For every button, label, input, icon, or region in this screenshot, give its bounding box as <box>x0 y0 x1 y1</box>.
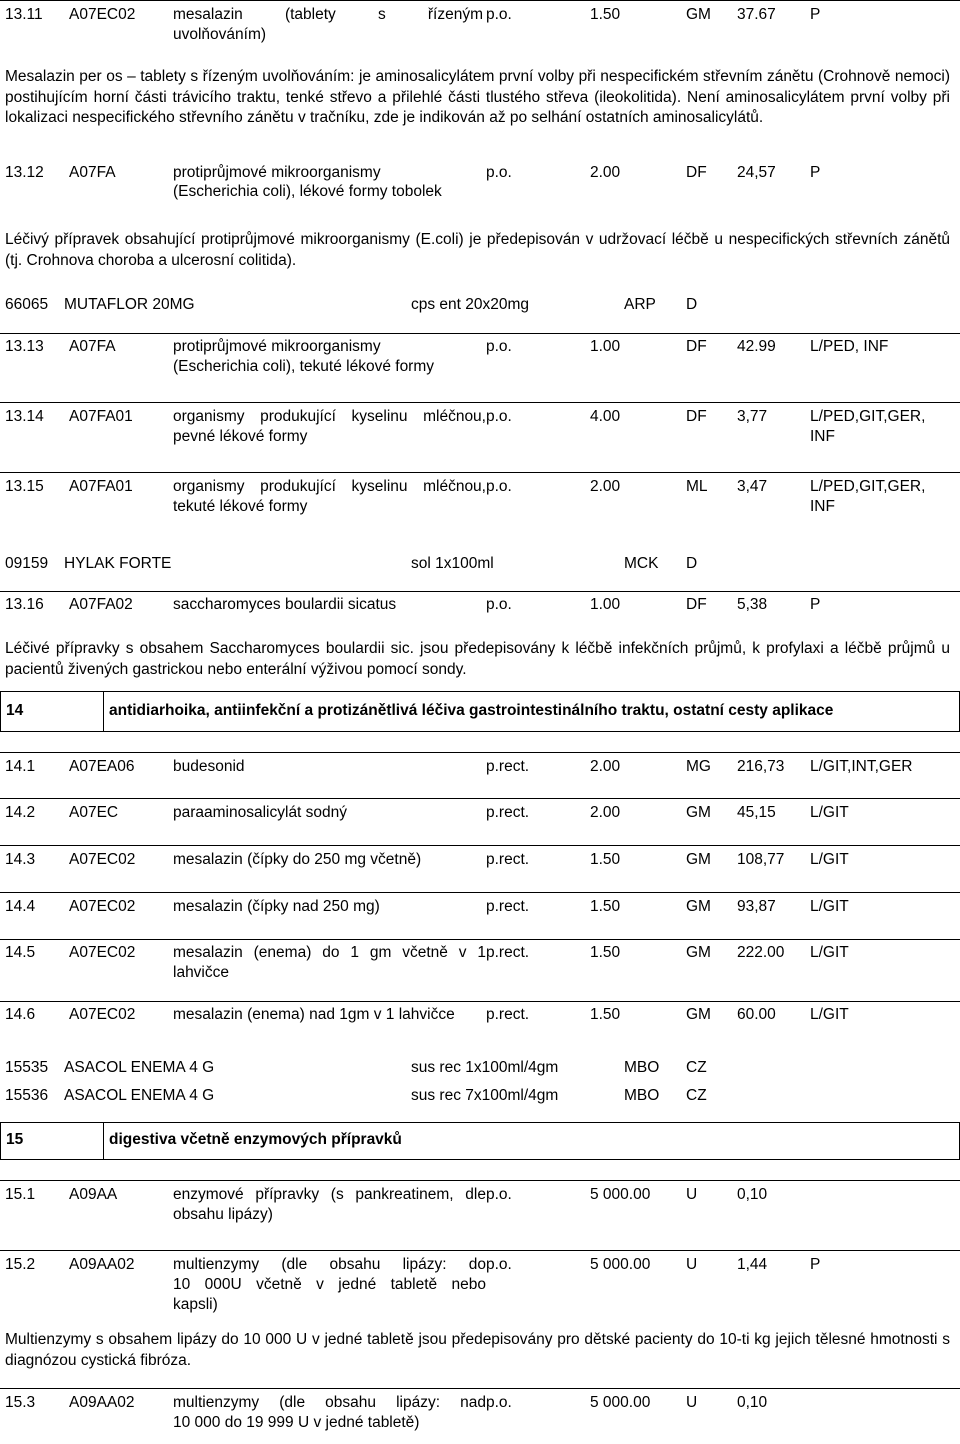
row-note: L/PED, INF <box>810 338 889 355</box>
row-dose: 1.50 <box>590 851 621 868</box>
product-holder: MBO <box>624 1087 660 1104</box>
row-route: p.rect. <box>486 758 530 775</box>
row-route: p.o. <box>486 1186 512 1203</box>
row-route: p.o. <box>486 164 512 181</box>
row-price: 42.99 <box>737 338 776 355</box>
row-note: L/GIT <box>810 898 849 915</box>
row-unit: GM <box>686 6 711 23</box>
row-note: L/GIT <box>810 1006 849 1023</box>
row-code: 13.11 <box>5 6 43 23</box>
row-unit: GM <box>686 1006 711 1023</box>
product-country: D <box>686 555 698 572</box>
row-name-line2: (Escherichia coli), lékové formy tobolek <box>173 183 442 200</box>
row-name-line1: organismy produkující kyselinu mléčnou, <box>173 478 486 495</box>
product-pack: sus rec 7x100ml/4gm <box>411 1087 559 1104</box>
row-route: p.rect. <box>486 944 530 961</box>
row-price: 5,38 <box>737 596 768 613</box>
product-holder: MCK <box>624 555 659 572</box>
row-name-line3: kapsli) <box>173 1296 218 1313</box>
row-name-line2: 10 000 do 19 999 U v jedné tabletě) <box>173 1414 420 1431</box>
row-unit: GM <box>686 804 711 821</box>
ecoli-note: Léčivý přípravek obsahující protiprůjmové mikroorganismy (E.coli) je předepisován v udržovací léčbě u nespecifických střevních zánětů (tj. Crohnova choroba a ulcerosní colitida). <box>5 231 950 269</box>
row-route: p.o. <box>486 596 512 613</box>
product-holder: ARP <box>624 296 656 313</box>
row-note-line1: L/PED,GIT,GER, <box>810 408 926 425</box>
row-route: p.o. <box>486 6 512 23</box>
row-code: 14.5 <box>5 944 36 961</box>
row-unit: GM <box>686 944 711 961</box>
row-atc: A07FA01 <box>69 408 133 425</box>
row-price: 45,15 <box>737 804 776 821</box>
row-unit: DF <box>686 338 707 355</box>
section-number: 14 <box>6 702 24 719</box>
product-pack: sus rec 1x100ml/4gm <box>411 1059 559 1076</box>
row-unit: U <box>686 1394 698 1411</box>
row-code: 14.3 <box>5 851 36 868</box>
product-pack: cps ent 20x20mg <box>411 296 530 313</box>
row-name-line2: tekuté lékové formy <box>173 498 308 515</box>
row-unit: GM <box>686 898 711 915</box>
product-country: D <box>686 296 698 313</box>
mesalazin-note: Mesalazin per os – tablety s řízeným uvolňováním: je aminosalicylátem první volby při nespecifickém střevním zánětu (Crohnově nemoci) postihujícím horní části trávicího traktu, tenké střevo a přilehlé části tlustého střeva (ileokolitida). Není aminosalicylátem první volby při lokalizaci nespecifického střevního zánětu v tračníku, zde je indikován až po selhání ostatních aminosalicylátů. <box>5 68 950 126</box>
product-name: ASACOL ENEMA 4 G <box>64 1059 215 1076</box>
section-title: antidiarhoika, antiinfekční a protizánětlivá léčiva gastrointestinálního traktu, ostatní cesty aplikace <box>109 702 834 719</box>
row-unit: DF <box>686 408 707 425</box>
product-pack: sol 1x100ml <box>411 555 494 572</box>
row-code: 13.15 <box>5 478 44 495</box>
row-name-line1: organismy produkující kyselinu mléčnou, <box>173 408 486 425</box>
row-note: L/GIT,INT,GER <box>810 758 913 775</box>
row-name-line2: lahvičce <box>173 964 229 981</box>
row-route: p.rect. <box>486 898 530 915</box>
row-route: p.o. <box>486 1394 512 1411</box>
product-name: HYLAK FORTE <box>64 555 172 572</box>
row-price: 60.00 <box>737 1006 776 1023</box>
product-code: 15535 <box>5 1059 49 1076</box>
row-note: L/GIT <box>810 804 849 821</box>
row-name-line2: 10 000U včetně v jedné tabletě nebo <box>173 1276 486 1293</box>
row-atc: A09AA02 <box>69 1256 135 1273</box>
row-code: 13.12 <box>5 164 44 181</box>
row-atc: A07EC02 <box>69 6 136 23</box>
row-name-line1: enzymové přípravky (s pankreatinem, dle <box>173 1186 486 1203</box>
row-code: 15.1 <box>5 1186 36 1203</box>
row-name-line1: mesalazin (čípky do 250 mg včetně) <box>173 851 422 868</box>
row-dose: 5 000.00 <box>590 1186 651 1203</box>
row-name-line2: obsahu lipázy) <box>173 1206 273 1223</box>
row-dose: 2.00 <box>590 804 621 821</box>
row-price: 1,44 <box>737 1256 768 1273</box>
row-unit: U <box>686 1186 698 1203</box>
product-holder: MBO <box>624 1059 660 1076</box>
row-price: 108,77 <box>737 851 785 868</box>
row-atc: A09AA02 <box>69 1394 135 1411</box>
row-name-line1: saccharomyces boulardii sicatus <box>173 596 397 613</box>
product-name: MUTAFLOR 20MG <box>64 296 195 313</box>
row-dose: 1.50 <box>590 898 621 915</box>
row-name-line1: paraaminosalicylát sodný <box>173 804 348 821</box>
row-dose: 5 000.00 <box>590 1394 651 1411</box>
row-name-line1: multienzymy (dle obsahu lipázy: do <box>173 1256 486 1273</box>
section-header-14 <box>0 691 960 732</box>
row-name-line2: pevné lékové formy <box>173 428 308 445</box>
row-price: 24,57 <box>737 164 776 181</box>
product-country: CZ <box>686 1059 707 1076</box>
row-name-line2: uvolňováním) <box>173 26 267 43</box>
row-code: 15.2 <box>5 1256 36 1273</box>
row-note: P <box>810 1256 821 1273</box>
row-route: p.rect. <box>486 804 530 821</box>
row-note-line2: INF <box>810 428 835 445</box>
row-atc: A07FA02 <box>69 596 133 613</box>
row-code: 14.1 <box>5 758 36 775</box>
row-name-line2: (Escherichia coli), tekuté lékové formy <box>173 358 435 375</box>
row-note-line2: INF <box>810 498 835 515</box>
row-name-line1: mesalazin (enema) nad 1gm v 1 lahvičce <box>173 1006 455 1023</box>
row-route: p.o. <box>486 1256 512 1273</box>
row-note: P <box>810 164 821 181</box>
row-price: 222.00 <box>737 944 785 961</box>
row-route: p.rect. <box>486 851 530 868</box>
row-atc: A07FA <box>69 164 116 181</box>
row-note: L/GIT <box>810 944 849 961</box>
row-price: 37.67 <box>737 6 776 23</box>
row-note: P <box>810 6 821 23</box>
row-code: 13.13 <box>5 338 44 355</box>
row-name-line1: multienzymy (dle obsahu lipázy: nad <box>173 1394 486 1411</box>
row-atc: A07EC02 <box>69 1006 136 1023</box>
row-dose: 1.00 <box>590 338 621 355</box>
row-route: p.o. <box>486 408 512 425</box>
section-title: digestiva včetně enzymových přípravků <box>109 1131 402 1148</box>
row-unit: ML <box>686 478 708 495</box>
row-price: 93,87 <box>737 898 776 915</box>
row-dose: 4.00 <box>590 408 621 425</box>
row-unit: GM <box>686 851 711 868</box>
section-number: 15 <box>6 1131 24 1148</box>
product-code: 66065 <box>5 296 49 313</box>
row-unit: DF <box>686 164 707 181</box>
product-code: 09159 <box>5 555 49 572</box>
row-dose: 2.00 <box>590 758 621 775</box>
row-atc: A07EC02 <box>69 898 136 915</box>
row-price: 216,73 <box>737 758 785 775</box>
row-unit: DF <box>686 596 707 613</box>
row-dose: 1.50 <box>590 1006 621 1023</box>
row-route: p.o. <box>486 338 512 355</box>
row-note: P <box>810 596 821 613</box>
row-dose: 1.00 <box>590 596 621 613</box>
product-name: ASACOL ENEMA 4 G <box>64 1087 215 1104</box>
row-code: 14.6 <box>5 1006 36 1023</box>
row-name-line1: protiprůjmové mikroorganismy <box>173 338 381 355</box>
row-price: 0,10 <box>737 1394 768 1411</box>
row-unit: U <box>686 1256 698 1273</box>
row-name-line1: budesonid <box>173 758 245 775</box>
row-unit: MG <box>686 758 711 775</box>
row-code: 14.4 <box>5 898 36 915</box>
row-dose: 1.50 <box>590 6 621 23</box>
row-code: 15.3 <box>5 1394 36 1411</box>
row-price: 0,10 <box>737 1186 768 1203</box>
row-dose: 2.00 <box>590 478 621 495</box>
row-note-line1: L/PED,GIT,GER, <box>810 478 926 495</box>
row-price: 3,47 <box>737 478 768 495</box>
row-dose: 2.00 <box>590 164 621 181</box>
row-atc: A07EC02 <box>69 944 136 961</box>
row-dose: 1.50 <box>590 944 621 961</box>
row-code: 13.16 <box>5 596 44 613</box>
row-dose: 5 000.00 <box>590 1256 651 1273</box>
row-atc: A07FA01 <box>69 478 133 495</box>
saccharomyces-note: Léčivé přípravky s obsahem Saccharomyces boulardii sic. jsou předepisovány k léčbě infekčních průjmů, k profylaxi a léčbě průjmů u pacientů živených gastrickou nebo enterální výživou pomocí sondy. <box>5 640 950 678</box>
row-code: 13.14 <box>5 408 44 425</box>
row-note: L/GIT <box>810 851 849 868</box>
row-name-line1: mesalazin (enema) do 1 gm včetně v 1 <box>173 944 486 961</box>
row-route: p.o. <box>486 478 512 495</box>
product-country: CZ <box>686 1087 707 1104</box>
row-code: 14.2 <box>5 804 36 821</box>
section-header-15 <box>0 1122 960 1160</box>
row-atc: A07EA06 <box>69 758 135 775</box>
row-name-line1: mesalazin (tablety s řízeným <box>173 6 483 23</box>
row-route: p.rect. <box>486 1006 530 1023</box>
product-code: 15536 <box>5 1087 49 1104</box>
row-atc: A07EC02 <box>69 851 136 868</box>
row-atc: A07FA <box>69 338 116 355</box>
row-atc: A07EC <box>69 804 119 821</box>
row-name-line1: mesalazin (čípky nad 250 mg) <box>173 898 380 915</box>
row-price: 3,77 <box>737 408 768 425</box>
multienzymy-note: Multienzymy s obsahem lipázy do 10 000 U v jedné tabletě jsou předepisovány pro dětské pacienty do 10-ti kg jejich tělesné hmotnosti s diagnózou cystická fibróza. <box>5 1331 950 1369</box>
row-name-line1: protiprůjmové mikroorganismy <box>173 164 381 181</box>
row-atc: A09AA <box>69 1186 118 1203</box>
